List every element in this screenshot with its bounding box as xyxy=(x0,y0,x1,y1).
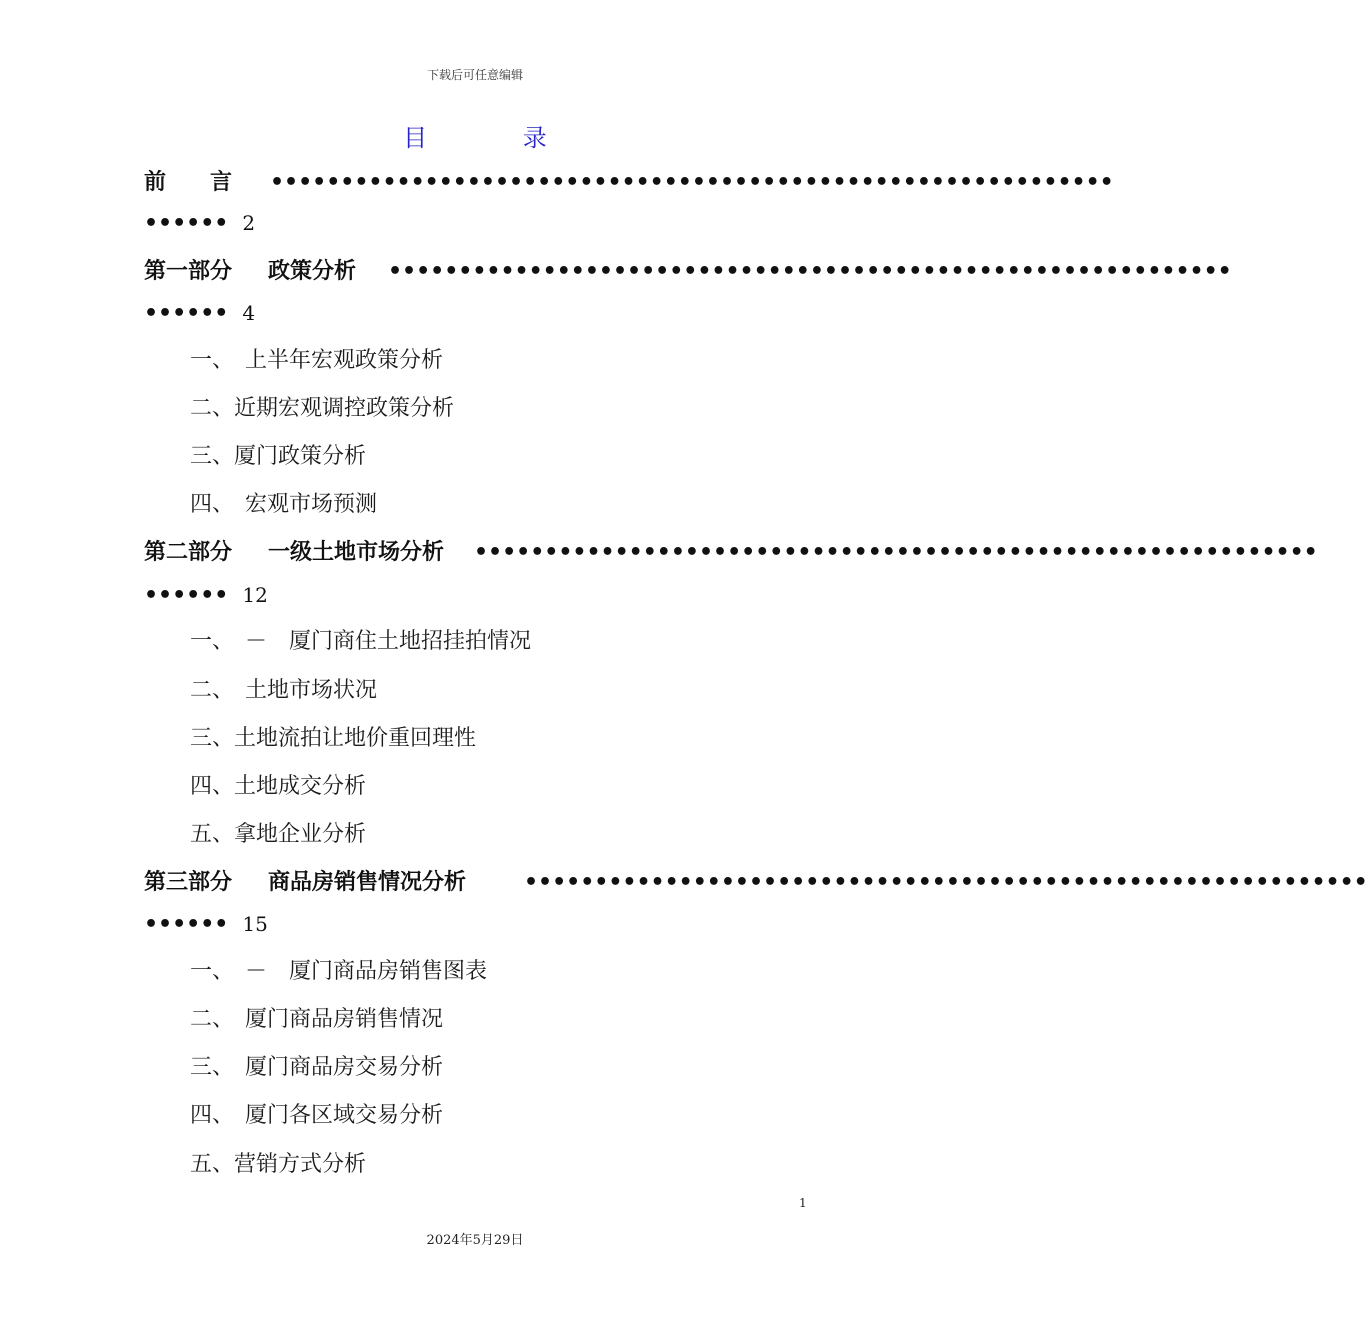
toc-subitem[interactable]: 五、拿地企业分析 xyxy=(190,822,367,847)
footer-date: 2024年5月29日 xyxy=(426,1233,524,1248)
toc-leader-dots: •••••• xyxy=(144,583,229,608)
toc-entry-label: 第一部分 xyxy=(144,259,233,284)
toc-subitem[interactable]: 二、 土地市场状况 xyxy=(190,678,378,703)
toc-entry-page-line xyxy=(144,208,255,239)
toc-leader-dots: •••••• xyxy=(144,912,229,937)
toc-entry-part-2[interactable] xyxy=(144,538,444,568)
toc-page-number: 4 xyxy=(242,301,256,325)
toc-entry-title: 商品房销售情况分析 xyxy=(268,870,467,895)
toc-entry-page-line xyxy=(144,298,255,329)
toc-entry-preface[interactable] xyxy=(144,168,232,198)
toc-entry-page-line xyxy=(144,580,268,611)
toc-page-number: 12 xyxy=(242,583,268,607)
page-number: 1 xyxy=(799,1196,807,1210)
toc-entry-page-line xyxy=(144,909,268,940)
toc-entry-title: 一级土地市场分析 xyxy=(268,540,445,565)
toc-entry-title: 政策分析 xyxy=(268,259,357,284)
toc-entry-part-1[interactable] xyxy=(144,257,356,287)
toc-subitem[interactable]: 四、土地成交分析 xyxy=(190,774,367,799)
toc-subitem[interactable]: 五、营销方式分析 xyxy=(190,1152,367,1177)
toc-subitem[interactable]: 三、土地流拍让地价重回理性 xyxy=(190,726,477,751)
toc-page-number: 15 xyxy=(242,912,268,936)
toc-subitem[interactable]: 四、 厦门各区域交易分析 xyxy=(190,1103,444,1128)
toc-leader-dots: •••••••••••••••••••••••••••••••••••••••••••••••••••••••••••• xyxy=(388,259,1232,284)
toc-entry-part-3[interactable] xyxy=(144,868,466,898)
toc-subitem[interactable]: 一、 上半年宏观政策分析 xyxy=(190,348,444,373)
toc-leader-dots: •••••••••••••••••••••••••••••••••••••••••••••••••••••••••••• xyxy=(524,870,1368,895)
toc-title: 目 录 xyxy=(403,124,591,152)
toc-subitem[interactable]: 四、 宏观市场预测 xyxy=(190,492,378,517)
toc-subitem[interactable]: 一、 － 厦门商住土地招挂拍情况 xyxy=(190,629,532,654)
toc-subitem[interactable]: 三、厦门政策分析 xyxy=(190,444,367,469)
toc-leader-dots: •••••• xyxy=(144,301,229,326)
toc-page-number: 2 xyxy=(242,211,256,235)
toc-entry-label: 第三部分 xyxy=(144,870,233,895)
header-note: 下载后可任意编辑 xyxy=(426,68,523,82)
toc-subitem[interactable]: 二、近期宏观调控政策分析 xyxy=(190,396,455,421)
toc-subitem[interactable]: 三、 厦门商品房交易分析 xyxy=(190,1055,444,1080)
toc-entry-label: 第二部分 xyxy=(144,540,233,565)
toc-leader-dots: •••••••••••••••••••••••••••••••••••••••••••••••••••••••••••• xyxy=(270,170,1114,195)
toc-subitem[interactable]: 一、 － 厦门商品房销售图表 xyxy=(190,959,488,984)
toc-leader-dots: •••••• xyxy=(144,211,229,236)
toc-subitem[interactable]: 二、 厦门商品房销售情况 xyxy=(190,1007,444,1032)
toc-entry-label: 前 言 xyxy=(144,170,233,195)
toc-leader-dots: •••••••••••••••••••••••••••••••••••••••••••••••••••••••••••• xyxy=(474,540,1318,565)
